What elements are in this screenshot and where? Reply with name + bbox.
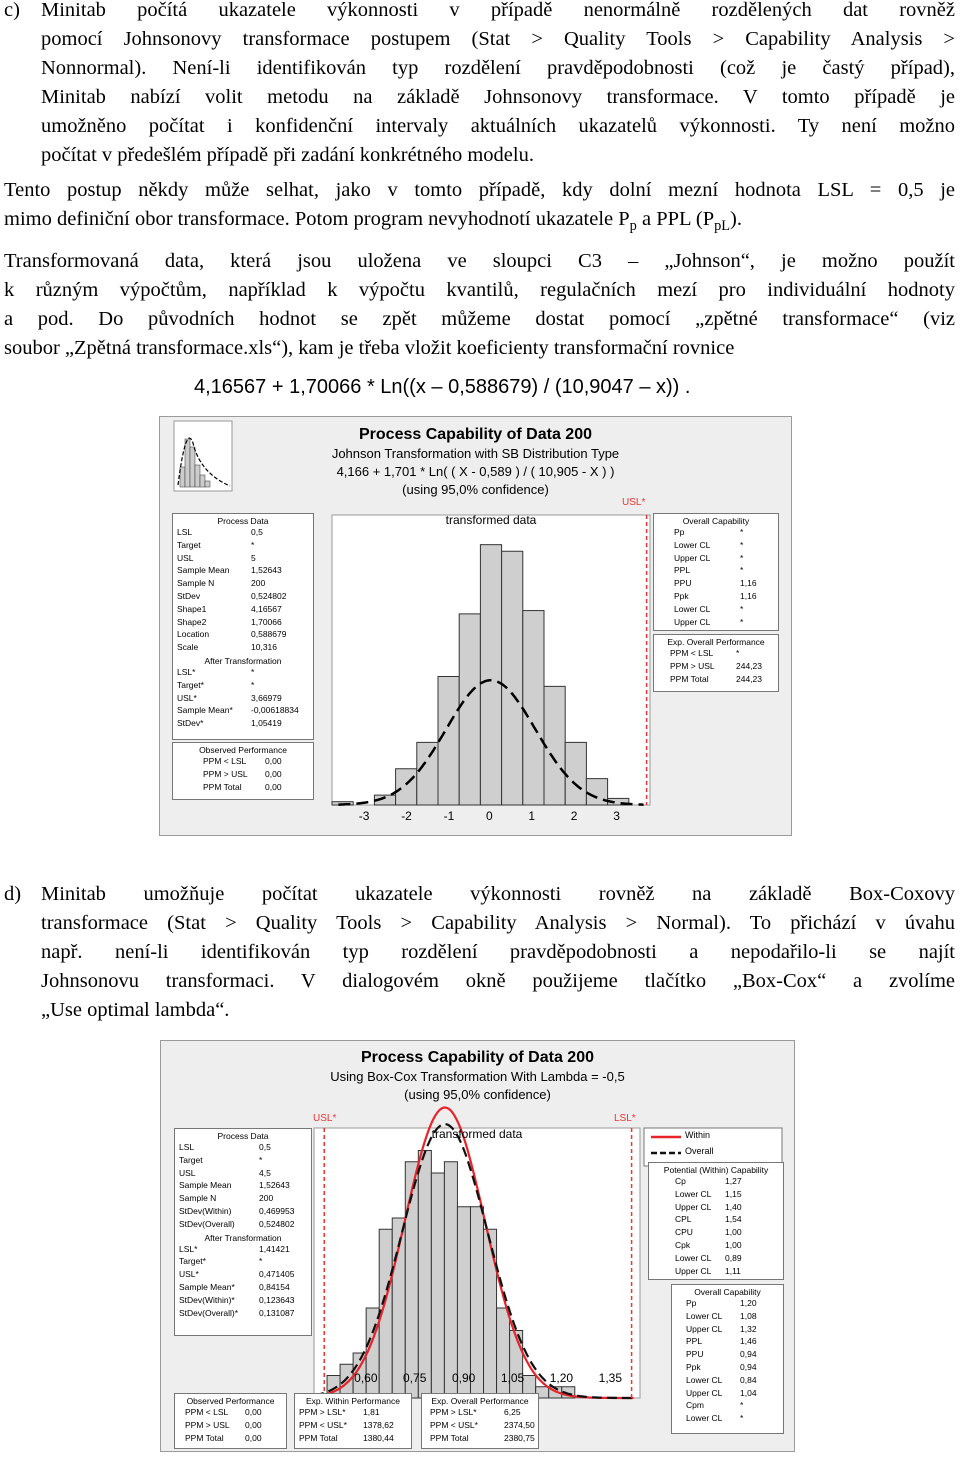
stat-value: 6,25 (504, 1407, 521, 1417)
stat-label: USL (179, 1167, 196, 1178)
usl-star-label: USL* (313, 1113, 337, 1124)
para-c-line: Nonnormal). Není-li identifikován typ rozdělení pravděpodobnosti (což je častý případ), (41, 57, 955, 79)
process-data-box (172, 513, 314, 740)
stat-value: 1,20 (740, 1298, 757, 1308)
stat-label: Target* (177, 679, 204, 690)
para-d-line: transformace (Stat > Quality Tools > Capability Analysis > Normal). To přichází v úvahu (41, 912, 955, 934)
stat-label: Upper CL (675, 1201, 712, 1212)
para-transformed (4, 247, 955, 363)
stat-row (173, 552, 313, 565)
stat-value: 0,00 (245, 1407, 262, 1417)
observed-performance-box (172, 742, 314, 800)
stat-row (672, 1361, 783, 1374)
stat-value: * (251, 666, 255, 677)
histogram-bar (438, 676, 459, 805)
stat-row (175, 1218, 311, 1231)
stat-value: 4,5 (259, 1167, 271, 1178)
stat-row (672, 1387, 783, 1400)
stat-value: * (259, 1154, 263, 1165)
stat-row (672, 1348, 783, 1361)
stat-value: 0,123643 (259, 1294, 295, 1305)
stat-label: USL (177, 552, 194, 563)
stat-label: StDev(Overall)* (179, 1307, 239, 1318)
x-tick-label: 0 (486, 809, 493, 823)
stat-value: 0,00 (245, 1419, 262, 1430)
stat-label: PPL (686, 1336, 703, 1347)
stat-row (422, 1419, 538, 1432)
stat-label: Scale (177, 642, 199, 653)
stat-value: 1,32 (740, 1323, 757, 1334)
stat-label: Lower CL (675, 1188, 712, 1199)
stat-value: 1,16 (740, 578, 757, 589)
stat-value: 0,00 (265, 781, 282, 792)
stat-label: Target (179, 1154, 203, 1165)
stat-row (295, 1406, 411, 1419)
stat-row (175, 1179, 311, 1192)
x-tick-label: 1,20 (549, 1371, 574, 1385)
figure-subtitle-2: (using 95,0% confidence) (404, 1087, 551, 1102)
x-tick-label: 3 (613, 809, 620, 823)
stat-label: Cp (675, 1176, 686, 1186)
stat-label: LSL (179, 1142, 195, 1152)
stat-row (173, 616, 313, 629)
stat-value: * (740, 527, 744, 537)
stat-value: 0,469953 (259, 1205, 295, 1216)
stat-label: CPL (675, 1214, 692, 1225)
stat-row (175, 1141, 311, 1154)
stat-row (654, 660, 778, 673)
stat-row (173, 692, 313, 705)
stat-row (649, 1226, 783, 1239)
stat-value: 244,23 (736, 673, 762, 684)
stat-label: USL* (179, 1269, 199, 1280)
stat-value: 1,81 (363, 1407, 380, 1417)
stat-value: 1,52643 (251, 565, 282, 576)
figure-subtitle-3: (using 95,0% confidence) (402, 482, 549, 497)
plot-label: transformed data (431, 1127, 523, 1141)
stat-value: 200 (259, 1193, 274, 1204)
stat-value: 1,54 (725, 1214, 742, 1225)
stat-value: 244,23 (736, 660, 762, 671)
stat-row (175, 1205, 311, 1218)
x-tick-label: 1,05 (500, 1371, 525, 1385)
stat-value: * (740, 552, 744, 563)
stat-row (173, 577, 313, 590)
para-c-line: umožněno počítat i konfidenční intervaly aktuálních ukazatelů výkonnosti. Ty není možno (41, 115, 955, 137)
histogram-bar (480, 545, 501, 805)
stat-label: Upper CL (674, 616, 711, 627)
lsl-star-label: LSL* (614, 1113, 636, 1124)
stat-row (173, 704, 313, 717)
stat-value: 0,524802 (251, 590, 287, 601)
stat-row (654, 577, 778, 590)
stat-label: Sample N (179, 1193, 217, 1204)
stat-label: Sample Mean (179, 1180, 232, 1191)
stat-row (654, 590, 778, 603)
para-d-line: „Use optimal lambda“. (41, 999, 230, 1021)
stat-label: StDev(Within) (179, 1205, 232, 1216)
stat-value: -0,00618834 (251, 705, 299, 716)
stat-value: 2374,50 (504, 1419, 535, 1430)
stat-row (173, 679, 313, 692)
para-d-line: Minitab umožňuje počítat ukazatele výkonnosti rovněž na základě Box-Coxovy (41, 883, 955, 905)
histogram-bar (396, 769, 417, 805)
stat-label: Location (177, 629, 210, 640)
stat-row (175, 1255, 311, 1268)
para-d-line: např. není-li identifikován typ rozdělení pravděpodobnosti a nepodařilo-li se najít (41, 941, 955, 963)
stat-label: Shape1 (177, 603, 207, 614)
stat-value: 1,11 (725, 1265, 741, 1276)
stat-row (175, 1192, 311, 1205)
stat-value: 1,41421 (259, 1243, 290, 1254)
plot-label: transformed data (445, 513, 537, 527)
x-tick-label: -2 (401, 809, 412, 823)
stat-row (173, 641, 313, 654)
para-transformed-line: Transformovaná data, která jsou uložena ve sloupci C3 – „Johnson“, je možno použít (4, 250, 955, 272)
stat-row (654, 539, 778, 552)
x-tick-label: 0,60 (354, 1371, 378, 1385)
para-transformed-line: soubor „Zpětná transformace.xls“), kam je třeba vložit koeficienty transformační rovnice (4, 337, 735, 359)
histogram-bar (459, 614, 480, 805)
observed-heading: Observed Performance (199, 745, 287, 755)
stat-label: PPM > LSL* (430, 1407, 477, 1417)
process-data-heading: Process Data (217, 516, 269, 526)
process-data-heading: Process Data (217, 1131, 269, 1141)
para-c-line: počítat v předešlém případě při zadání konkrétného modelu. (41, 144, 534, 166)
stat-label: Pp (686, 1298, 697, 1308)
stat-value: * (259, 1256, 263, 1267)
stat-value: 1,27 (725, 1176, 742, 1186)
stat-row (173, 539, 313, 552)
stat-row (173, 590, 313, 603)
para-lsl (4, 176, 955, 241)
stat-label: PPU (686, 1349, 704, 1360)
stat-row (672, 1323, 783, 1336)
x-tick-label: 0,75 (403, 1371, 427, 1385)
para-c (41, 0, 955, 170)
stat-value: 1,46 (740, 1336, 757, 1347)
stat-row (173, 755, 313, 768)
stat-label: LSL* (179, 1243, 198, 1254)
stat-label: PPM Total (203, 781, 242, 792)
stat-label: USL* (177, 692, 197, 703)
stat-label: Upper CL (686, 1387, 723, 1398)
stat-value: 0,588679 (251, 629, 287, 640)
stat-row (654, 526, 778, 539)
histogram-bar (470, 1207, 483, 1398)
potential-heading: Potential (Within) Capability (663, 1165, 769, 1175)
stat-value: 1,04 (740, 1387, 757, 1398)
x-tick-label: 1,35 (598, 1371, 623, 1385)
stat-label: PPM > LSL* (299, 1407, 346, 1417)
stat-label: Upper CL (675, 1265, 712, 1276)
stat-row (649, 1213, 783, 1226)
stat-row (175, 1294, 311, 1307)
stat-row (175, 1268, 311, 1281)
stat-row (173, 603, 313, 616)
overall-capability-box (671, 1284, 784, 1434)
stat-label: LSL (177, 527, 193, 537)
para-lsl-line2: mimo definiční obor transformace. Potom program nevyhodnotí ukazatele $P_p$ a PPL $(P_{pL})$. (4, 208, 742, 235)
stat-value: 0,00 (265, 768, 282, 779)
stat-label: Lower CL (674, 603, 711, 614)
stat-value: 0,94 (740, 1361, 757, 1372)
stat-row (649, 1265, 783, 1278)
stat-label: Ppk (686, 1361, 701, 1372)
para-c-line: Minitab počítá ukazatele výkonnosti v případě nenormálně rozdělených dat rovněž (41, 0, 955, 21)
histogram-bar (431, 1173, 444, 1398)
histogram-bar (457, 1207, 470, 1398)
stat-value: 1,00 (725, 1227, 742, 1238)
observed-performance-box (174, 1393, 287, 1449)
stat-label: Lower CL (674, 539, 711, 550)
stat-value: * (740, 603, 744, 614)
stat-label: PPM < LSL (670, 648, 714, 658)
stat-row (672, 1399, 783, 1412)
exp-within-heading: Exp. Within Performance (305, 1396, 400, 1406)
stat-row (672, 1335, 783, 1348)
stat-value: 0,5 (259, 1142, 271, 1152)
stat-label: Ppk (674, 590, 689, 601)
stat-row (649, 1175, 783, 1188)
stat-value: 200 (251, 578, 266, 589)
after-transformation-heading: After Transformation (204, 1232, 282, 1243)
stat-label: Target* (179, 1256, 206, 1267)
exp-within-performance-box (294, 1393, 412, 1449)
stat-value: 0,89 (725, 1252, 742, 1263)
exp-overall-performance-box (653, 634, 779, 692)
stat-label: PPM > USL (185, 1419, 230, 1430)
stat-label: PPM < USL* (299, 1419, 347, 1430)
stat-value: * (740, 616, 744, 627)
stat-value: 0,84 (740, 1374, 757, 1385)
overall-capability-box (653, 513, 779, 631)
stat-row (175, 1307, 311, 1320)
stat-row (654, 616, 778, 629)
stat-label: PPM Total (185, 1432, 224, 1443)
stat-row (422, 1406, 538, 1419)
stat-label: CPU (675, 1227, 693, 1238)
stat-value: 1,40 (725, 1201, 742, 1212)
figure-subtitle-1: Johnson Transformation with SB Distribution Type (331, 446, 620, 461)
stat-value: * (736, 648, 740, 658)
stat-value: * (740, 1400, 744, 1411)
stat-row (295, 1419, 411, 1432)
histogram-bar (418, 1151, 431, 1399)
stat-row (173, 781, 313, 794)
transformation-formula: 4,16567 + 1,70066 * Ln((x – 0,588679) / (10,9047 – x)) . (194, 376, 691, 398)
stat-label: Lower CL (686, 1374, 723, 1385)
stat-row (175, 1281, 311, 1294)
x-tick-label: 2 (570, 809, 578, 823)
potential-capability-box (648, 1162, 784, 1280)
stat-label: PPU (674, 578, 692, 589)
stat-value: 0,00 (265, 756, 282, 766)
para-c-line: Minitab nabízí volit metodu na základě Johnsonovy transformace. V tomto případě je (41, 86, 955, 108)
overall-capability-heading: Overall Capability (682, 516, 750, 526)
stat-value: 0,94 (740, 1349, 757, 1360)
stat-label: PPM Total (430, 1432, 469, 1443)
overall-capability-heading: Overall Capability (694, 1287, 761, 1297)
stat-row (175, 1167, 311, 1180)
stat-label: Lower CL (686, 1310, 723, 1321)
stat-row (672, 1374, 783, 1387)
stat-value: * (740, 565, 744, 576)
stat-row (654, 552, 778, 565)
stat-label: Sample Mean* (177, 705, 233, 716)
figure-boxcox (160, 1040, 795, 1452)
stat-value: 0,00 (245, 1432, 262, 1443)
figure-subtitle-1: Using Box-Cox Transformation With Lambda = -0,5 (330, 1069, 625, 1084)
x-tick-label: 0,90 (451, 1371, 476, 1385)
figure-title: Process Capability of Data 200 (359, 426, 592, 443)
stat-row (649, 1252, 783, 1265)
stat-row (173, 526, 313, 539)
stat-label: Sample Mean (177, 565, 230, 576)
legend-within-label: Within (685, 1130, 711, 1140)
stat-row (173, 768, 313, 781)
exp-overall-performance-box (421, 1393, 539, 1449)
stat-value: 1,70066 (251, 616, 282, 627)
stat-row (672, 1412, 783, 1425)
stat-label: Target (177, 539, 201, 550)
stat-label: Cpm (686, 1400, 704, 1411)
stat-label: Upper CL (674, 552, 711, 563)
stat-value: 0,471405 (259, 1269, 295, 1280)
stat-label: StDev (177, 590, 201, 601)
stat-value: 1380,44 (363, 1432, 394, 1443)
figure-johnson (159, 416, 792, 836)
stat-value: 1,08 (740, 1310, 757, 1321)
stat-label: StDev* (177, 718, 204, 729)
stat-label: Sample Mean* (179, 1281, 235, 1292)
stat-label: PPM Total (299, 1432, 338, 1443)
stat-label: StDev(Within)* (179, 1294, 235, 1305)
stat-value: 0,131087 (259, 1307, 295, 1318)
stat-label: Sample N (177, 578, 215, 589)
process-data-box (174, 1128, 312, 1336)
para-transformed-line: a pod. Do původních hodnot se zpět můžeme dostat pomocí „zpětné transformace“ (viz (4, 308, 955, 330)
stat-row (654, 647, 778, 660)
histogram-bar (417, 742, 438, 805)
stat-row (175, 1406, 286, 1419)
stat-value: 0,5 (251, 527, 263, 537)
stat-value: 5 (251, 552, 256, 563)
stat-label: LSL* (177, 666, 196, 677)
stat-value: * (740, 539, 744, 550)
x-tick-label: -1 (443, 809, 455, 823)
stat-row (672, 1310, 783, 1323)
stat-label: PPM > USL (670, 660, 715, 671)
stat-label: Cpk (675, 1239, 691, 1250)
stat-value: * (251, 539, 255, 550)
stat-label: PPM > USL (203, 768, 248, 779)
figure-title: Process Capability of Data 200 (361, 1049, 594, 1066)
observed-heading: Observed Performance (186, 1396, 275, 1406)
para-d-line: Johnsonovu transformaci. V dialogovém okně použijeme tlačítko „Box-Cox“ a zvolíme (41, 970, 955, 992)
stat-row (654, 673, 778, 686)
para-c-label: c) (4, 0, 20, 21)
para-transformed-line: k různým výpočtům, například k výpočtu kvantilů, regulačních mezí pro individuální hodnoty (4, 279, 955, 301)
stat-value: 3,66979 (251, 692, 282, 703)
usl-star-label: USL* (622, 497, 646, 508)
stat-row (654, 564, 778, 577)
stat-row (173, 666, 313, 679)
stat-label: PPM Total (670, 673, 709, 684)
stat-value: 1,05419 (251, 718, 282, 729)
stat-value: 1,16 (740, 590, 757, 601)
stat-label: PPL (674, 565, 691, 576)
histogram-bar (565, 742, 586, 805)
histogram-bar (523, 611, 544, 805)
stat-row (175, 1154, 311, 1167)
stat-value: * (251, 679, 255, 690)
stat-row (173, 717, 313, 730)
stat-label: StDev(Overall) (179, 1218, 235, 1229)
histogram-bar (502, 551, 523, 805)
stat-row (175, 1243, 311, 1256)
figure-subtitle-2: 4,166 + 1,701 * Ln( ( X - 0,589 ) / ( 10,905 - X ) ) (336, 464, 615, 479)
stat-value: 0,524802 (259, 1218, 295, 1229)
stat-row (654, 603, 778, 616)
exp-overall-heading: Exp. Overall Performance (431, 1396, 529, 1406)
legend-overall-label: Overall (685, 1146, 714, 1156)
stat-row (649, 1239, 783, 1252)
x-tick-label: -3 (358, 809, 370, 823)
stat-label: PPM < USL* (430, 1419, 478, 1430)
stat-row (649, 1188, 783, 1201)
stat-value: 0,84154 (259, 1281, 290, 1292)
stat-value: 1378,62 (363, 1419, 394, 1430)
stat-value: * (740, 1413, 744, 1424)
x-tick-label: 1 (528, 809, 536, 823)
stat-value: 2380,75 (504, 1432, 535, 1443)
stat-row (173, 564, 313, 577)
stat-label: Shape2 (177, 616, 207, 627)
stat-row (649, 1201, 783, 1214)
stat-value: 1,15 (725, 1188, 742, 1199)
stat-label: Lower CL (675, 1252, 712, 1263)
stat-value: 10,316 (251, 642, 277, 653)
para-d-label: d) (4, 883, 22, 905)
histogram-bar (444, 1162, 457, 1398)
exp-overall-heading: Exp. Overall Performance (667, 637, 765, 647)
stat-label: PPM < LSL (203, 756, 247, 766)
stat-row (295, 1432, 411, 1445)
stat-row (175, 1432, 286, 1445)
stat-label: Pp (674, 527, 685, 537)
stat-row (672, 1297, 783, 1310)
para-lsl-line1: Tento postup někdy může selhat, jako v tomto případě, kdy dolní mezní hodnota LSL = 0,5 je (4, 179, 955, 201)
stat-row (173, 628, 313, 641)
stat-row (422, 1432, 538, 1445)
histogram-bar (544, 686, 565, 805)
stat-row (175, 1419, 286, 1432)
stat-label: PPM < LSL (185, 1407, 229, 1417)
stat-value: 1,52643 (259, 1180, 290, 1191)
para-d (41, 880, 955, 1025)
stat-value: 1,00 (725, 1239, 742, 1250)
after-transformation-heading: After Transformation (204, 655, 282, 666)
stat-label: Upper CL (686, 1323, 723, 1334)
para-c-line: pomocí Johnsonovy transformace postupem (Stat > Quality Tools > Capability Analysis > (41, 28, 955, 50)
stat-label: Lower CL (686, 1413, 723, 1424)
stat-value: 4,16567 (251, 603, 282, 614)
